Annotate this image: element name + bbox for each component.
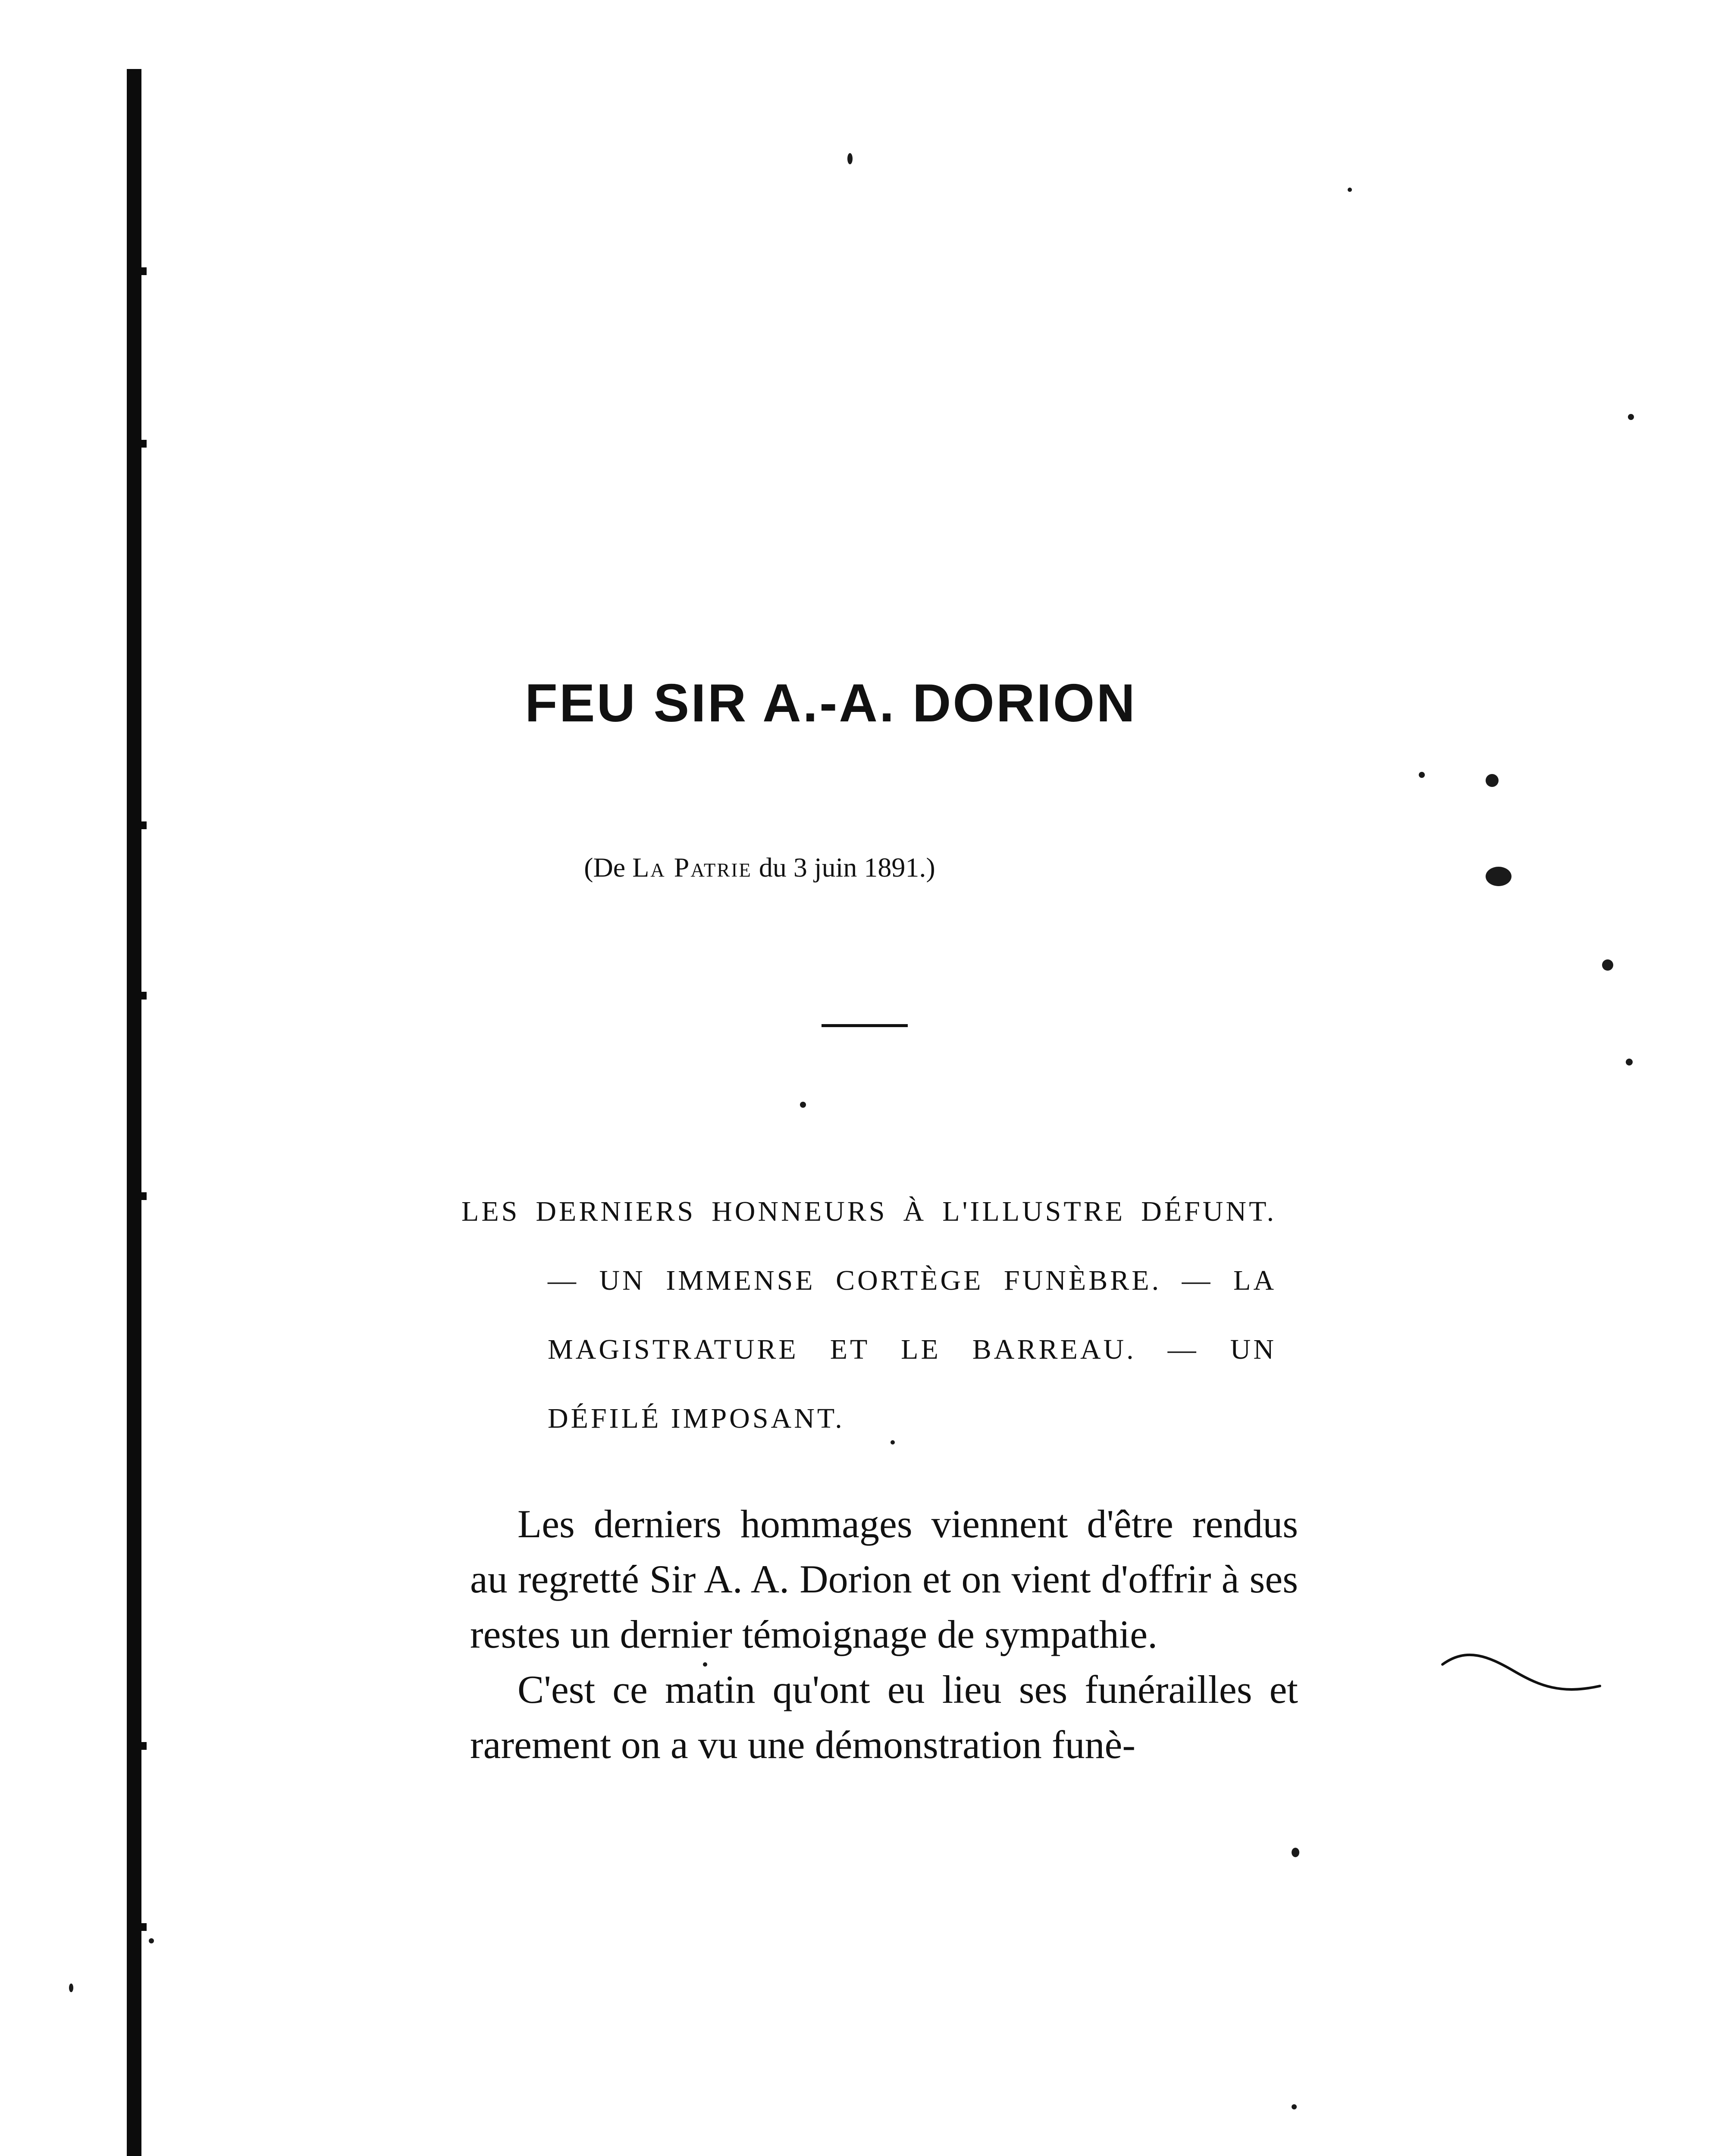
binding-mark bbox=[137, 1192, 147, 1200]
scan-speck bbox=[1602, 959, 1613, 971]
paragraph: Les derniers hommages viennent d'être rendus au regretté Sir A. A. Dorion et on vient d'offrir à ses restes un dernier témoignage de sympathie. bbox=[470, 1502, 1298, 1656]
scan-speck bbox=[1486, 867, 1511, 886]
headline-line: LES DERNIERS HONNEURS À L'ILLUSTRE DÉFUNT. bbox=[461, 1196, 1276, 1227]
binding-mark bbox=[137, 267, 147, 275]
source-citation bbox=[0, 852, 1709, 884]
binding-edge-rule bbox=[127, 69, 141, 2156]
scan-speck bbox=[1626, 1059, 1633, 1065]
page-title: FEU SIR A.-A. DORION bbox=[525, 674, 1137, 733]
binding-mark bbox=[137, 992, 147, 1000]
scan-speck bbox=[1419, 772, 1425, 778]
article-body bbox=[470, 1496, 1298, 1772]
scan-speck bbox=[703, 1662, 707, 1667]
ink-flourish-mark bbox=[1440, 1639, 1604, 1699]
scan-speck bbox=[1348, 188, 1352, 192]
binding-mark bbox=[137, 1923, 147, 1931]
scan-speck bbox=[149, 1938, 154, 1943]
source-open: (De bbox=[584, 852, 633, 883]
headline-block bbox=[461, 1177, 1276, 1453]
scan-speck bbox=[69, 1984, 73, 1992]
scan-speck bbox=[847, 153, 853, 164]
headline-line: DÉFILÉ IMPOSANT. bbox=[548, 1403, 845, 1434]
source-date: du 3 juin 1891.) bbox=[752, 852, 935, 883]
scan-speck bbox=[1292, 2104, 1297, 2109]
binding-mark bbox=[137, 440, 147, 448]
paragraph: C'est ce matin qu'ont eu lieu ses funérailles et rarement on a vu une démonstration funè- bbox=[470, 1667, 1298, 1767]
binding-mark bbox=[137, 1742, 147, 1750]
scan-speck bbox=[1292, 1848, 1299, 1857]
binding-mark bbox=[137, 821, 147, 829]
scan-speck bbox=[800, 1102, 806, 1108]
headline-line: MAGISTRATURE ET LE BARREAU. — UN bbox=[548, 1334, 1276, 1365]
scan-speck bbox=[1486, 774, 1499, 787]
scan-speck bbox=[891, 1440, 895, 1445]
headline-line: — UN IMMENSE CORTÈGE FUNÈBRE. — LA bbox=[548, 1265, 1276, 1296]
scan-speck bbox=[1628, 414, 1634, 420]
source-newspaper: La Patrie bbox=[632, 852, 752, 883]
section-divider bbox=[822, 1024, 908, 1027]
